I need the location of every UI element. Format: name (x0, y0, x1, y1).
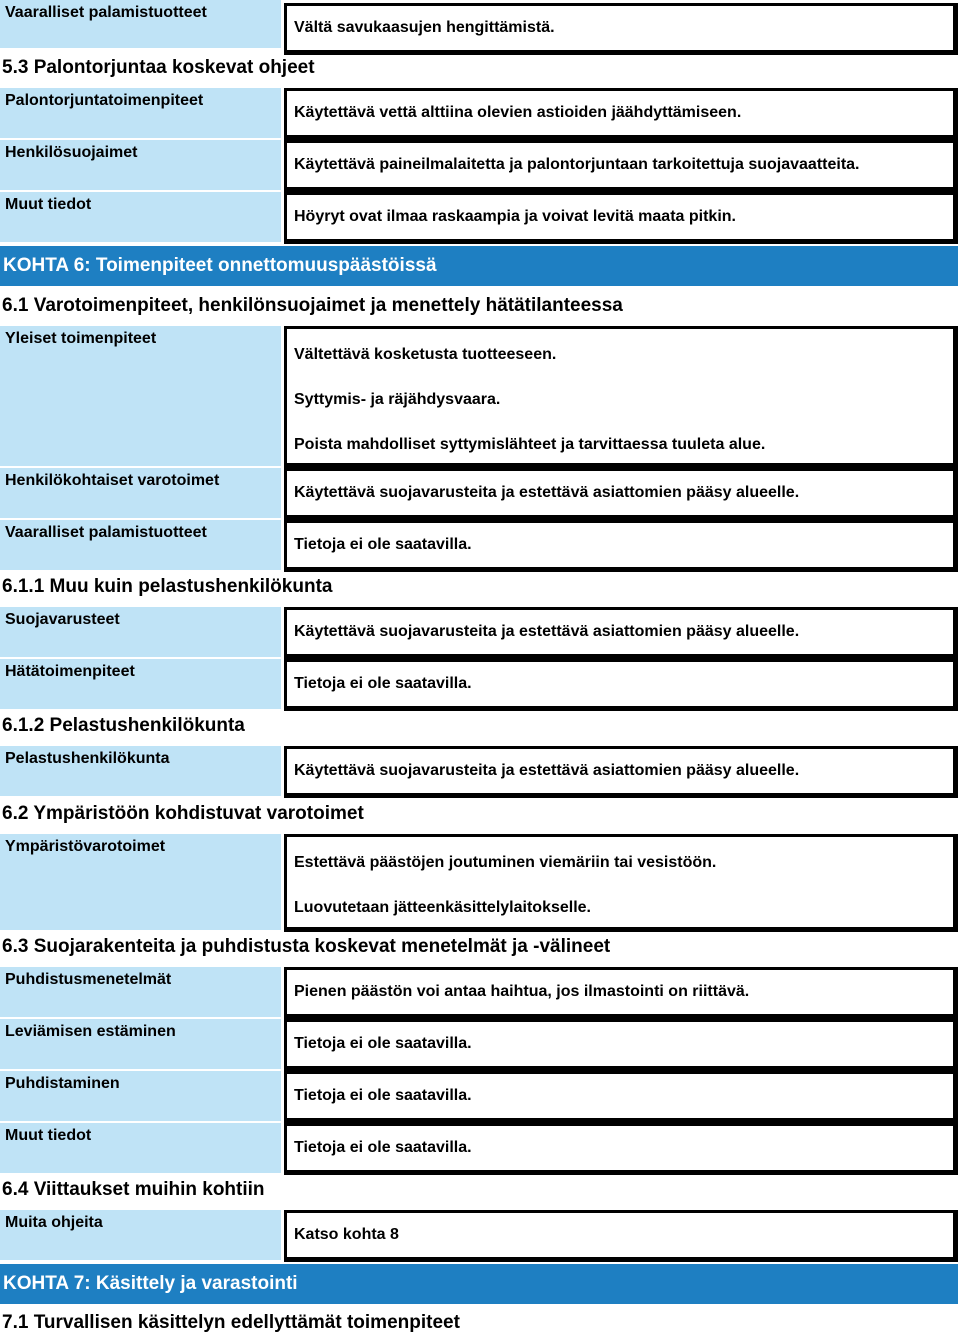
label-combustion-products: Vaaralliset palamistuotteet (0, 0, 281, 48)
value-emergency-procedures (284, 659, 958, 711)
value-text: Tietoja ei ole saatavilla. (294, 1139, 472, 1156)
value-environmental-precautions (284, 834, 958, 932)
value-protective-equipment (284, 140, 958, 192)
value-combustion-products-6-1 (284, 520, 958, 572)
label-firefighting-measures: Palontorjuntatoimenpiteet (0, 88, 281, 138)
value-firefighting-measures (284, 88, 958, 140)
value-text: Käytettävä vettä alttiina olevien astioiden jäähdyttämiseen. (294, 104, 742, 121)
section-heading-6-2: 6.2 Ympäristöön kohdistuvat varotoimet (2, 803, 364, 824)
label-other-info-5-3: Muut tiedot (0, 192, 281, 242)
label-environmental-precautions: Ympäristövarotoimet (0, 834, 281, 930)
section-heading-6-1: 6.1 Varotoimenpiteet, henkilönsuojaimet ja menettely hätätilanteessa (2, 295, 623, 316)
value-protective-gear (284, 607, 958, 659)
value-text: Vältä savukaasujen hengittämistä. (294, 19, 555, 36)
value-text: Tietoja ei ole saatavilla. (294, 675, 472, 692)
value-line: Syttymis- ja räjähdysvaara. (294, 391, 501, 408)
value-line: Vältettävä kosketusta tuotteeseen. (294, 346, 557, 363)
label-cleanup-methods: Puhdistusmenetelmät (0, 967, 281, 1017)
value-text: Tietoja ei ole saatavilla. (294, 1035, 472, 1052)
section-banner-kohta-6: KOHTA 6: Toimenpiteet onnettomuuspäästöissä (0, 246, 958, 286)
value-text: Käytettävä suojavarusteita ja estettävä asiattomien pääsy alueelle. (294, 484, 800, 501)
label-containment: Leviämisen estäminen (0, 1019, 281, 1069)
value-cleaning (284, 1071, 958, 1123)
value-text: Käytettävä suojavarusteita ja estettävä asiattomien pääsy alueelle. (294, 623, 800, 640)
value-containment (284, 1019, 958, 1071)
label-cleaning: Puhdistaminen (0, 1071, 281, 1121)
label-emergency-procedures: Hätätoimenpiteet (0, 659, 281, 709)
value-personal-precautions (284, 468, 958, 520)
label-protective-gear: Suojavarusteet (0, 607, 281, 657)
label-emergency-responders: Pelastushenkilökunta (0, 746, 281, 796)
value-line: Luovutetaan jätteenkäsittelylaitokselle. (294, 899, 591, 916)
value-line: Poista mahdolliset syttymislähteet ja tarvittaessa tuuleta alue. (294, 436, 766, 453)
value-other-instructions (284, 1210, 958, 1262)
value-cleanup-methods (284, 967, 958, 1019)
label-protective-equipment: Henkilösuojaimet (0, 140, 281, 190)
label-other-instructions: Muita ohjeita (0, 1210, 281, 1260)
section-heading-6-3: 6.3 Suojarakenteita ja puhdistusta koskevat menetelmät ja -välineet (2, 936, 611, 957)
value-text: Tietoja ei ole saatavilla. (294, 1087, 472, 1104)
section-heading-6-1-2: 6.1.2 Pelastushenkilökunta (2, 715, 245, 736)
label-combustion-products-6-1: Vaaralliset palamistuotteet (0, 520, 281, 570)
value-other-info-6-3 (284, 1123, 958, 1175)
value-emergency-responders (284, 746, 958, 798)
value-line: Estettävä päästöjen joutuminen viemäriin tai vesistöön. (294, 854, 717, 871)
value-text: Pienen päästön voi antaa haihtua, jos ilmastointi on riittävä. (294, 983, 750, 1000)
value-general-measures (284, 326, 958, 468)
value-other-info-5-3 (284, 192, 958, 244)
label-other-info-6-3: Muut tiedot (0, 1123, 281, 1173)
value-text: Katso kohta 8 (294, 1226, 399, 1243)
value-combustion-products (284, 3, 958, 55)
section-heading-5-3: 5.3 Palontorjuntaa koskevat ohjeet (2, 57, 315, 78)
section-banner-kohta-7: KOHTA 7: Käsittely ja varastointi (0, 1264, 958, 1304)
label-general-measures: Yleiset toimenpiteet (0, 326, 281, 466)
value-text: Tietoja ei ole saatavilla. (294, 536, 472, 553)
value-text: Höyryt ovat ilmaa raskaampia ja voivat levitä maata pitkin. (294, 208, 736, 225)
label-personal-precautions: Henkilökohtaiset varotoimet (0, 468, 281, 518)
value-text: Käytettävä paineilmalaitetta ja palontorjuntaan tarkoitettuja suojavaatteita. (294, 156, 860, 173)
section-heading-7-1: 7.1 Turvallisen käsittelyn edellyttämät toimenpiteet (2, 1312, 460, 1333)
section-heading-6-4: 6.4 Viittaukset muihin kohtiin (2, 1179, 265, 1200)
section-heading-6-1-1: 6.1.1 Muu kuin pelastushenkilökunta (2, 576, 333, 597)
value-text: Käytettävä suojavarusteita ja estettävä asiattomien pääsy alueelle. (294, 762, 800, 779)
